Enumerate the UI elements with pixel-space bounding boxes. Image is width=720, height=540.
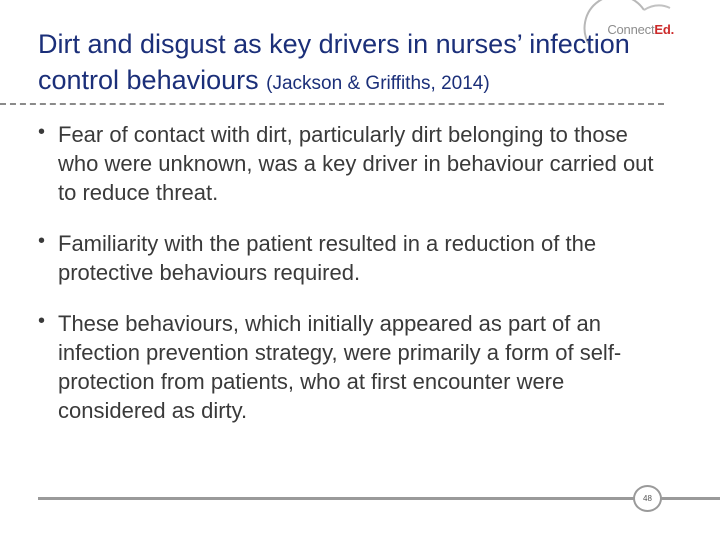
bullet-item bbox=[38, 229, 668, 287]
bullet-item bbox=[38, 120, 668, 207]
footer-divider bbox=[38, 497, 720, 500]
bullet-dot-icon: • bbox=[38, 230, 46, 252]
logo-text-plain: Connect bbox=[607, 22, 655, 37]
slide-title-citation: (Jackson & Griffiths, 2014) bbox=[266, 73, 490, 94]
slide-title-main: Dirt and disgust as key drivers in nurses’ infection control behaviours bbox=[38, 29, 630, 95]
page-number: 48 bbox=[643, 494, 652, 503]
slide-title bbox=[38, 26, 678, 102]
bullet-list bbox=[38, 120, 668, 447]
bullet-text: Familiarity with the patient resulted in a reduction of the protective behaviours required. bbox=[58, 231, 597, 285]
title-divider bbox=[0, 103, 664, 105]
bullet-text: These behaviours, which initially appeared as part of an infection prevention strategy, were primarily a form of self-protection from patients, who at first encounter were considered as dirty. bbox=[58, 311, 622, 423]
bullet-text: Fear of contact with dirt, particularly dirt belonging to those who were unknown, was a key driver in behaviour carried out to reduce threat. bbox=[58, 122, 654, 205]
bullet-dot-icon: • bbox=[38, 310, 46, 332]
bullet-dot-icon: • bbox=[38, 121, 46, 143]
logo-text-accent: Ed. bbox=[654, 22, 674, 37]
bullet-item bbox=[38, 309, 668, 425]
page-number-badge bbox=[633, 485, 662, 512]
